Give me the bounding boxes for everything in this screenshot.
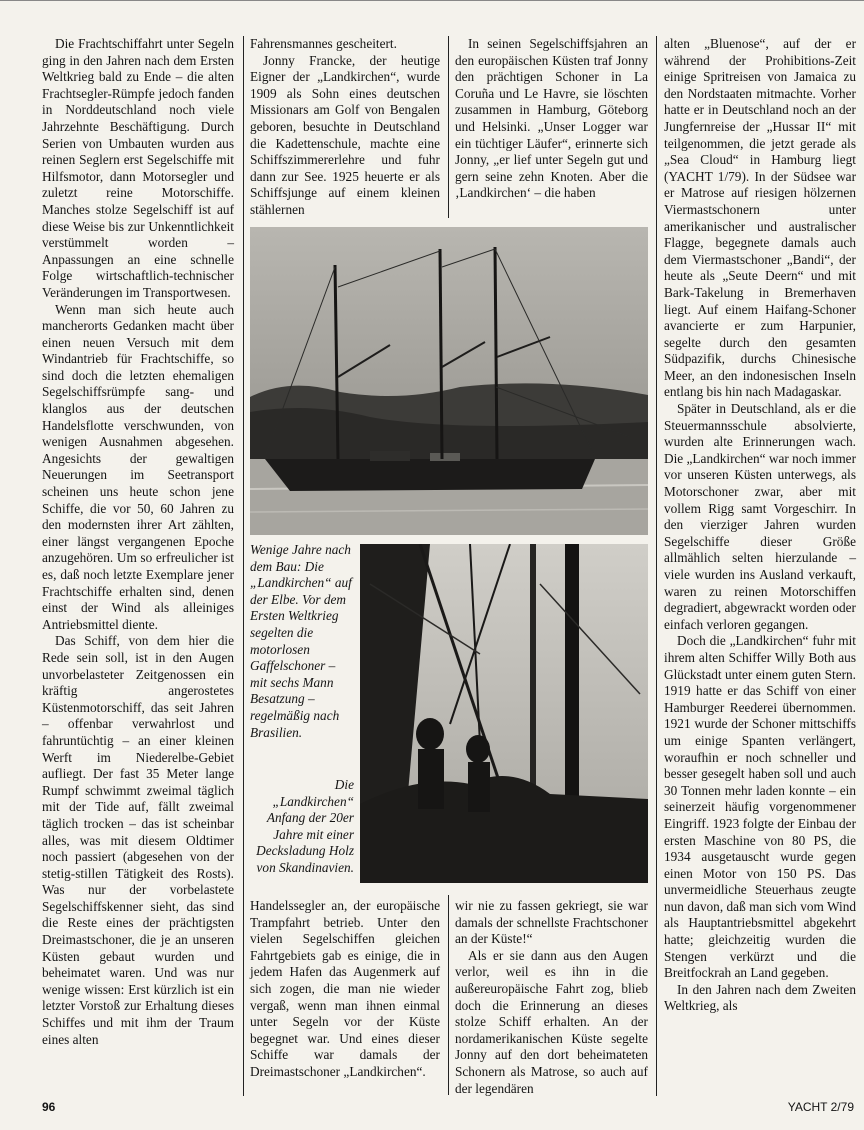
paragraph: Die Frachtschiffahrt unter Segeln ging in den Jahren nach dem Ersten Weltkrieg bald zu Ende – die alten Frachtsegler-Rümpfe jedoch fanden in Norddeutschland noch viele Jahrzehnte Beschäftigung. Durch Serien von Umbauten wurden aus reinen Seglern erst Segelschiffe mit Hilfsmotor, dann Motorsegler und zuletzt reine Motorschiffe. Manches stolze Segelschiff ist auf diese Weise bis zur Unkenntlichkeit verstümmelt worden – Anpassungen an eine schnelle Folge wirtschaftlich-technischer Veränderungen im Transportwesen.	[42, 36, 234, 300]
article-column-3-top	[455, 36, 648, 202]
paragraph: Jonny Francke, der heutige Eigner der „Landkirchen“, wurde 1909 als Sohn eines deutschen Missionars am Golf von Bengalen geboren, besuchte in Deutschland die Kadettenschule, machte eine Schiffszimmererlehre und fuhr dann zur See. 1925 heuerte er als Schiffsjunge auf einem kleinen stählernen	[250, 52, 440, 217]
paragraph: Doch die „Landkirchen“ fuhr mit ihrem alten Schiffer Willy Both aus Glückstadt unter einem guten Stern. 1919 hatte er das Schiff von einer Hamburger Reederei übernommen. 1921 wurde der Schoner mittschiffs um einige Spanten verlängert, woraufhin er noch schneller und besser gesegelt haben soll und auch 30 Tonnen mehr laden konnte – ein seinerzeit häufig vorgenommener Eingriff. 1923 folgte der Einbau der ersten Maschine von 80 PS, die 1934 ausgetauscht wurde gegen einen Motor von 150 PS. Das unvermeidliche Steuerhaus zeugte nun davon, daß man sich vom Wind als Hauptantriebsmittel abgekehrt hatte; gleichzeitig wurden die Stengen verkürzt und die Breitfockrah an Land gegeben.	[664, 633, 856, 981]
photo-schooner-on-elbe	[250, 227, 648, 535]
column-rule	[243, 36, 244, 1096]
deck-photo-image	[360, 544, 648, 883]
paragraph: In den Jahren nach dem Zweiten Weltkrieg, als	[664, 981, 856, 1014]
article-column-2-top	[250, 36, 440, 219]
photo-deck-cargo	[360, 544, 648, 883]
column-rule	[448, 895, 449, 1095]
article-column-3-bottom	[455, 898, 648, 1097]
paragraph: In seinen Segelschiffsjahren an den europäischen Küsten traf Jonny den prächtigen Schoner in La Coruña und Le Havre, sie löschten zusammen in Hamburg, Göteborg und Helsinki. „Unser Logger war ein tüchtiger Läufer“, erinnerte sich Jonny, „er lief unter Segeln gut und gern seine zehn Knoten. Aber die ‚Landkirchen‘ – die haben	[455, 36, 648, 201]
paragraph: wir nie zu fassen gekriegt, sie war damals der schnellste Frachtschoner an der Küste!“	[455, 898, 648, 947]
schooner-photo-image	[250, 227, 648, 535]
paragraph: Fahrensmannes gescheitert.	[250, 36, 397, 51]
article-column-1	[42, 36, 234, 1048]
column-rule	[656, 36, 657, 1096]
top-rule	[0, 0, 864, 1]
article-column-4	[664, 36, 856, 1015]
issue-label: YACHT 2/79	[787, 1100, 854, 1114]
paragraph: Handelssegler an, der europäische Trampfahrt betrieb. Unter den vielen Segelschiffen gleichen Fahrtgebiets gab es einige, die in jedem Hafen das Augenmerk auf sich zogen, die man nie wieder vergaß, wenn man ihnen einmal unter Segeln vor der Küste begegnet war. Und eines dieser Schiffe war damals der Dreimastschoner „Landkirchen“.	[250, 898, 440, 1079]
paragraph: Wenn man sich heute auch mancherorts Gedanken macht über einen neuen Versuch mit dem Windantrieb für Frachtschiffe, so sind doch die letzten ehemaligen Segelschiffsrümpfe sang- und klanglos aus der deutschen Handelsflotte verschwunden, von wenigen Ausnahmen abgesehen. Angesichts der gewaltigen Neuerungen im Seetransport scheinen uns heute schon jene Schiffe, die vor 50, 60 Jahren zu den modernsten ihrer Art zählten, einer längst vergangenen Epoche anzugehören. Um so erfreulicher ist es, daß noch letzte Exemplare jener Frachtschiffe erhalten sind, denen einst der Wind als alleiniges Antriebsmittel diente.	[42, 301, 234, 632]
page-number: 96	[42, 1100, 56, 1114]
paragraph: Das Schiff, von dem hier die Rede sein soll, ist in den Augen unvorbelasteter Zeitgenossen ein kräftig angerostetes Küstenmotorschiff, das seit Jahren – offenbar verwahrlost und fahruntüchtig – an einer kleinen Werft im Niederelbe-Gebiet aufliegt. Der fast 35 Meter lange Rumpf schwimmt zweimal täglich mit der Tide auf, fällt zweimal täglich trocken – das ist scheinbar alles, was mit diesem Oldtimer noch passiert (abgesehen von der stetig-stillen Tätigkeit des Rosts). Was nur der vorbelastete Segelschiffskenner sieht, das sind die Reste eines der prächtigsten Dreimastschoner, die je an unseren Küsten gebaut wurden und beheimatet waren. Und was nur wenige wissen: Erst kürzlich ist ein letzter Vorstoß zur Erhaltung dieses Schiffes und mit ihm der Traum eines alten	[42, 633, 234, 1047]
photo-caption-2: Die „Landkirchen“ Anfang der 20er Jahre mit einer Decksladung Holz von Skandinavien.	[256, 777, 354, 875]
column-rule	[448, 36, 449, 218]
paragraph: alten „Bluenose“, auf der er während der Prohibitions-Zeit einige Spritreisen von Jamaica zu den Nordstaaten mitmachte. Vorher hatte er in Deutschland noch an der Jungfernreise der „Hussar II“ mit teilgenommen, die jetzt gerade als „Sea Cloud“ in Hamburg liegt (YACHT 1/79). In der Südsee war er Matrose auf riesigen hölzernen Viermastschonern unter amerikanischer und australischer Flagge, begegnete damals auch dem Viermastschoner „Bandi“, der heute als „Seute Deern“ und mit Bark-Takelung in Bremerhaven liegt. Auf einem Haifang-Schoner avancierte er zum Harpunier, segelte durch den gesamten Südpazifik, durchs Chinesische Meer, an den indonesischen Inseln entlang bis hin nach Madagaskar.	[664, 36, 856, 400]
article-column-2-bottom	[250, 898, 440, 1081]
paragraph: Als er sie dann aus den Augen verlor, weil es ihn in die außereuropäische Fahrt zog, blieb doch die Erinnerung an dieses stolze Schiff erhalten. An der nordamerikanischen Küste segelte Jonny auf den dort beheimateten Schonern als Matrose, so auch auf der legendären	[455, 947, 648, 1096]
photo-caption-1: Wenige Jahre nach dem Bau: Die „Landkirchen“ auf der Elbe. Vor dem Ersten Weltkrieg segelten die motorlosen Gaffelschoner – mit sechs Mann Besatzung – regelmäßig nach Brasilien.	[250, 542, 352, 740]
paragraph: Später in Deutschland, als er die Steuermannsschule absolvierte, wurden alte Erinnerungen wach. Die „Landkirchen“ war noch immer vor unseren Küsten unterwegs, als Motorschoner zwar, aber mit vollem Rigg samt Vorgeschirr. In den vierziger Jahren wurden Segelschiffe dieser Größe allmählich selten hierzulande – viele wurden ins Ausland verkauft, waren zu reinen Motorschiffen degradiert, abgewrackt worden oder einfach verloren gegangen.	[664, 401, 856, 632]
